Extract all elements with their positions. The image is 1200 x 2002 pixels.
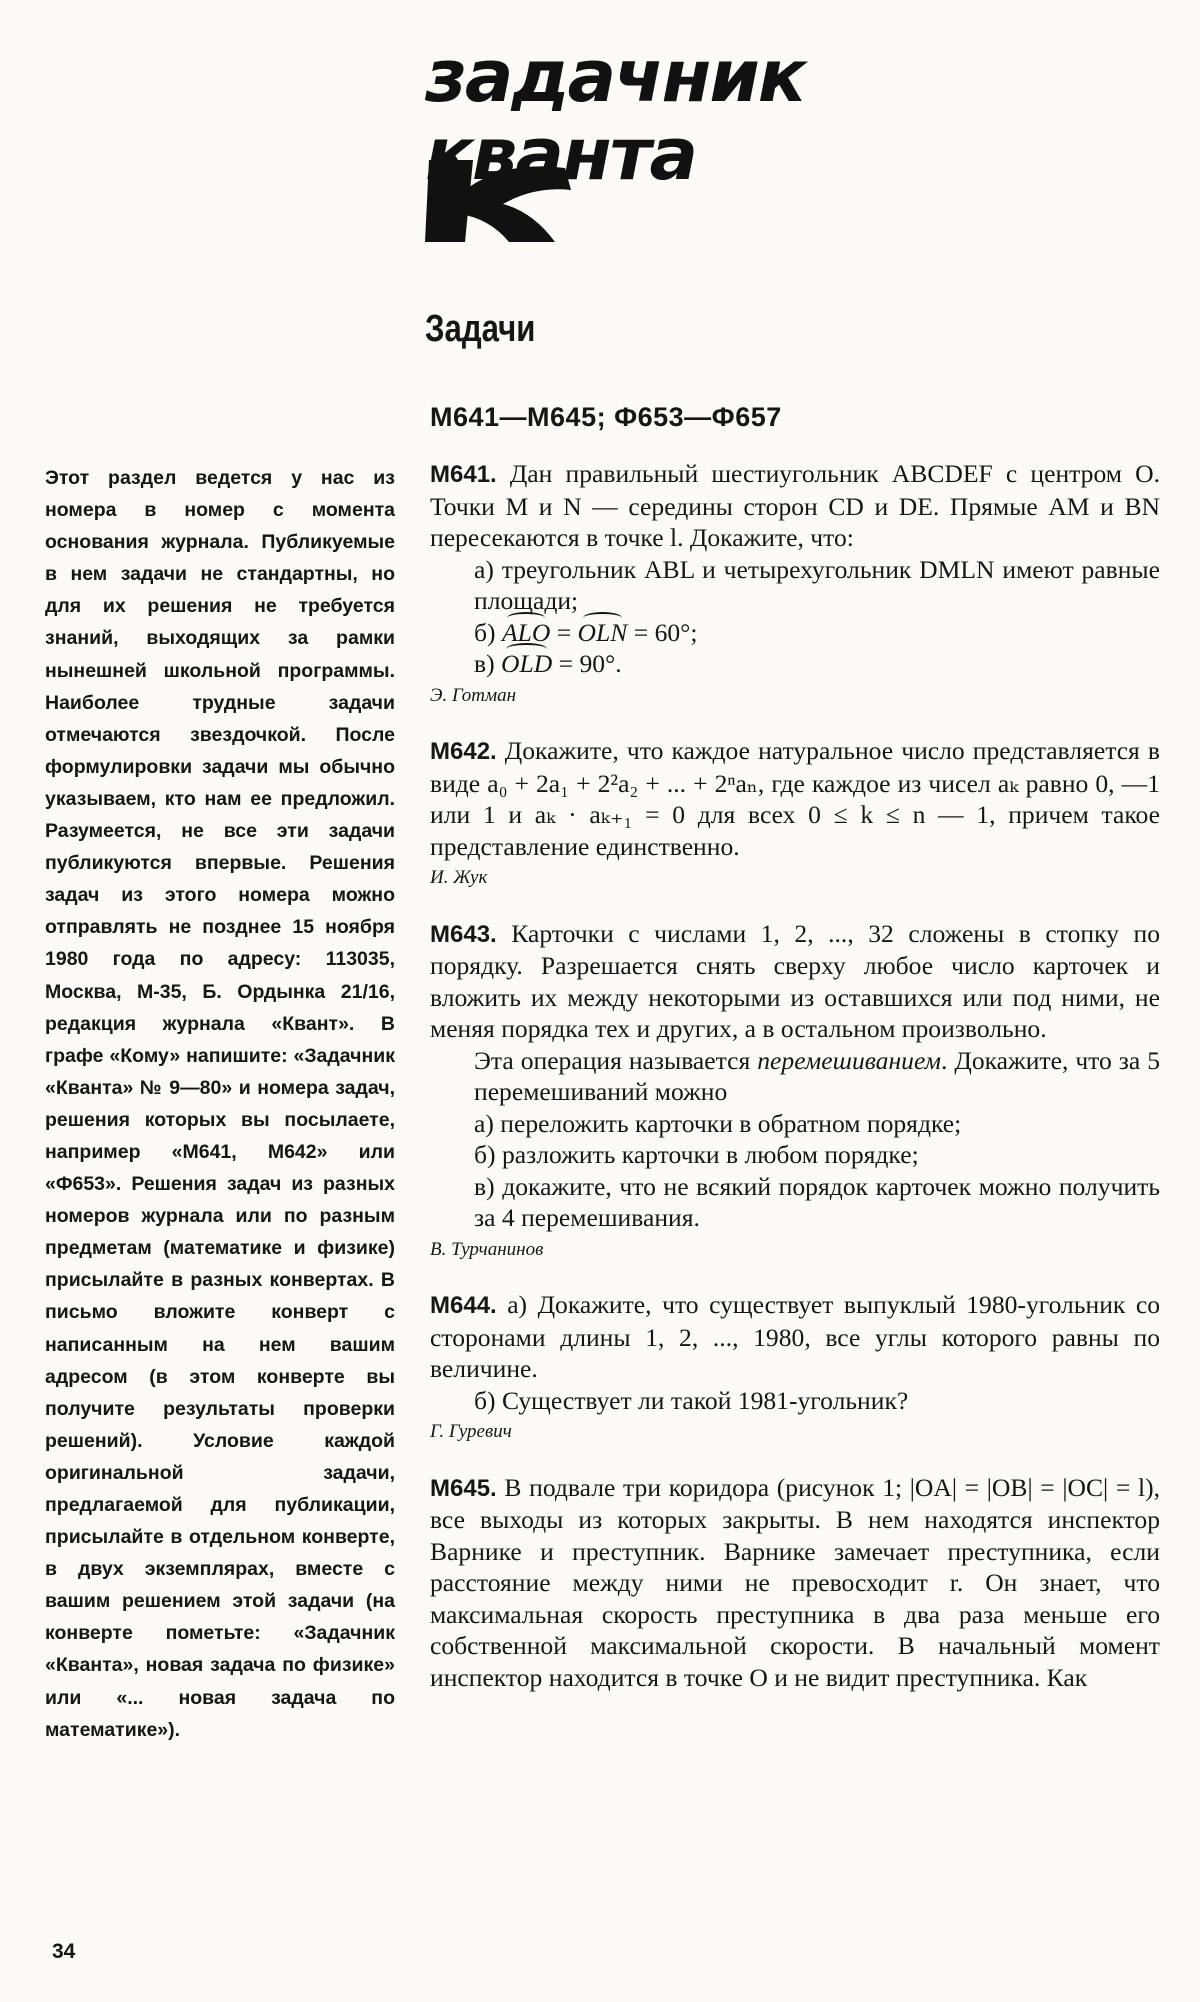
problem-part-a: а) переложить карточки в обратном порядке; xyxy=(474,1108,962,1138)
intro-notice: Этот раздел ведется у нас из номера в номер с момента основания журнала. Публикуемые в нем задачи не стандартны, но для их решения не требуется знаний, выходящих за рамки нынешней школьной программы. Наиболее трудные задачи отмечаются звездочкой. После формулировки задачи мы обычно указываем, кто нам ее предложил. Разумеется, не все эти задачи публикуются впервые. Решения задач из этого номера можно отправлять не позднее 15 ноября 1980 года по адресу: 113035, Москва, М-35, Б. Ордынка 21/16, редакция журнала «Квант». В графе «Кому» напишите: «Задачник «Кванта» № 9—80» и номера задач, решения которых вы посылаете, например «М641, М642» или «Ф653». Решения задач из разных номеров журнала или по разным предметам (математике и физике) присылайте в разных конвертах. В письмо вложите конверт с написанным на нем вашим адресом (в этом конверте вы получите результаты проверки решений). Условие каждой оригинальной задачи, предлагаемой для публикации, присылайте в отдельном конверте, в двух экземплярах, вместе с вашим решением этой задачи (на конверте пометьте: «Задачник «Кванта», новая задача по физике» или «... новая задача по математике»). xyxy=(45,467,395,1741)
problem-statement: Дан правильный шестиугольник ABCDEF с центром O. Точки M и N — середины сторон CD и DE. Прямые AM и BN пересекаются в точке l. Докажите, что: xyxy=(430,459,1160,552)
equals-sign: = xyxy=(550,617,578,647)
problem-statement: Карточки с числами 1, 2, ..., 32 сложены в стопку по порядку. Разрешается снять сверху любое число карточек и вложить их между некоторыми из оставшихся или под ними, не меняя порядка тех и других, а в остальном произвольно. xyxy=(430,918,1160,1043)
paragraph-end: . Докажите, что за 5 перемешиваний можно xyxy=(474,1045,1160,1106)
masthead xyxy=(425,34,845,240)
masthead-title-line2: кванта xyxy=(425,112,697,196)
section-title: Задачи xyxy=(425,308,536,350)
masthead-title-line1: задачник xyxy=(425,34,805,118)
problem-part-a: а) треугольник ABL и четырехугольник DMLN имеют равные площади; xyxy=(474,554,1160,615)
problem-id: М641. xyxy=(430,461,497,488)
problem-part-c xyxy=(430,648,1160,680)
problem-part-b: б) разложить карточки в любом порядке; xyxy=(474,1140,919,1169)
angle-alo: ALO xyxy=(501,617,551,647)
problem-author: Э. Готман xyxy=(430,684,517,706)
problem-m642 xyxy=(430,735,1160,894)
problem-author: И. Жук xyxy=(430,867,488,888)
problem-id: М645. xyxy=(430,1474,497,1502)
problem-part-a: а) Докажите, что существует выпуклый 1980-угольник со сторонами длины 1, 2, ..., 1980, все углы которого равны по величине. xyxy=(430,1290,1160,1383)
problem-paragraph xyxy=(430,1045,1160,1108)
angle-oln: OLN xyxy=(577,617,628,647)
angle-old: OLD xyxy=(501,649,553,678)
problem-m643 xyxy=(430,918,1160,1266)
term-emphasis: перемешиванием xyxy=(757,1045,942,1075)
problem-statement: В подвале три коридора (рисунок 1; |OA| = |OB| = |OC| = l), все выходы из которых закрыты. В нем находятся инспектор Варнике и преступник. Варнике замечает преступника, если расстояние между ними не превосходит r. Он знает, что максимальная скорость преступника в два раза меньше его собственной максимальной скорости. В начальный момент инспектор находится в точке O и не видит преступника. Как xyxy=(430,1472,1160,1692)
problem-author: Г. Гуревич xyxy=(430,1421,512,1442)
problem-id: М643. xyxy=(430,920,497,948)
part-label: в) xyxy=(474,649,502,678)
problem-m644 xyxy=(430,1289,1160,1448)
problem-author: В. Турчанинов xyxy=(430,1238,544,1260)
problem-id: М644. xyxy=(430,1292,497,1319)
part-label: б) xyxy=(474,617,502,647)
angle-value: = 90°. xyxy=(552,649,622,678)
problem-range: М641—М645; Ф653—Ф657 xyxy=(430,402,782,432)
problem-m645 xyxy=(430,1472,1160,1694)
problem-part-b xyxy=(430,617,1160,649)
paragraph-start: Эта операция называется xyxy=(474,1045,758,1075)
problem-m641 xyxy=(430,458,1160,711)
problem-part-c: в) докажите, что не всякий порядок карточек можно получить за 4 перемешивания. xyxy=(474,1171,1160,1232)
page-number: 34 xyxy=(52,1940,76,1963)
angle-value: = 60°; xyxy=(627,617,698,647)
problem-statement: Докажите, что каждое натуральное число представляется в виде a₀ + 2a₁ + 2²a₂ + ... + 2ⁿaₙ, где каждое из чисел aₖ равно 0, —1 или 1 и aₖ · aₖ₊₁ = 0 для всех 0 ≤ k ≤ n — 1, причем такое представление единственно. xyxy=(430,736,1160,861)
problem-id: М642. xyxy=(430,738,497,765)
problem-part-b: б) Существует ли такой 1981-угольник? xyxy=(474,1385,909,1415)
problems-column xyxy=(430,458,1160,1693)
